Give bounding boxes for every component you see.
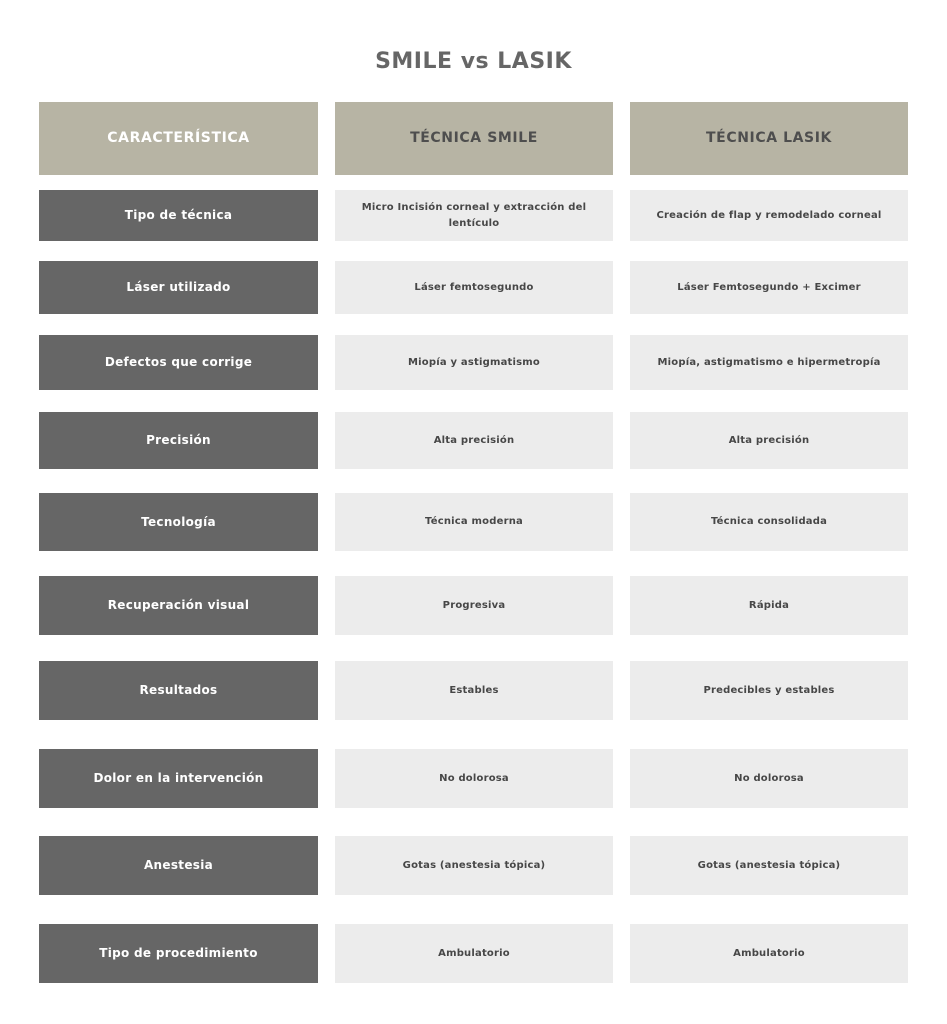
lasik-cell: Gotas (anestesia tópica) xyxy=(630,836,908,895)
smile-cell: Ambulatorio xyxy=(335,924,613,983)
lasik-cell: Rápida xyxy=(630,576,908,635)
smile-cell: Progresiva xyxy=(335,576,613,635)
feature-cell: Láser utilizado xyxy=(39,261,318,314)
smile-cell: No dolorosa xyxy=(335,749,613,808)
feature-cell: Tipo de procedimiento xyxy=(39,924,318,983)
smile-cell: Estables xyxy=(335,661,613,720)
lasik-cell: Predecibles y estables xyxy=(630,661,908,720)
feature-cell: Precisión xyxy=(39,412,318,469)
feature-cell: Recuperación visual xyxy=(39,576,318,635)
smile-cell: Micro Incisión corneal y extracción del lentículo xyxy=(335,190,613,241)
smile-cell: Alta precisión xyxy=(335,412,613,469)
feature-cell: Resultados xyxy=(39,661,318,720)
lasik-cell: Láser Femtosegundo + Excimer xyxy=(630,261,908,314)
feature-cell: Tecnología xyxy=(39,493,318,551)
smile-cell: Gotas (anestesia tópica) xyxy=(335,836,613,895)
lasik-cell: Ambulatorio xyxy=(630,924,908,983)
lasik-cell: No dolorosa xyxy=(630,749,908,808)
page-title: SMILE vs LASIK xyxy=(375,49,572,74)
lasik-cell: Técnica consolidada xyxy=(630,493,908,551)
header-smile: TÉCNICA SMILE xyxy=(335,102,613,175)
header-feature: CARACTERÍSTICA xyxy=(39,102,318,175)
smile-cell: Láser femtosegundo xyxy=(335,261,613,314)
feature-cell: Defectos que corrige xyxy=(39,335,318,390)
lasik-cell: Miopía, astigmatismo e hipermetropía xyxy=(630,335,908,390)
feature-cell: Tipo de técnica xyxy=(39,190,318,241)
lasik-cell: Alta precisión xyxy=(630,412,908,469)
smile-cell: Miopía y astigmatismo xyxy=(335,335,613,390)
feature-cell: Dolor en la intervención xyxy=(39,749,318,808)
feature-cell: Anestesia xyxy=(39,836,318,895)
lasik-cell: Creación de flap y remodelado corneal xyxy=(630,190,908,241)
header-lasik: TÉCNICA LASIK xyxy=(630,102,908,175)
smile-cell: Técnica moderna xyxy=(335,493,613,551)
